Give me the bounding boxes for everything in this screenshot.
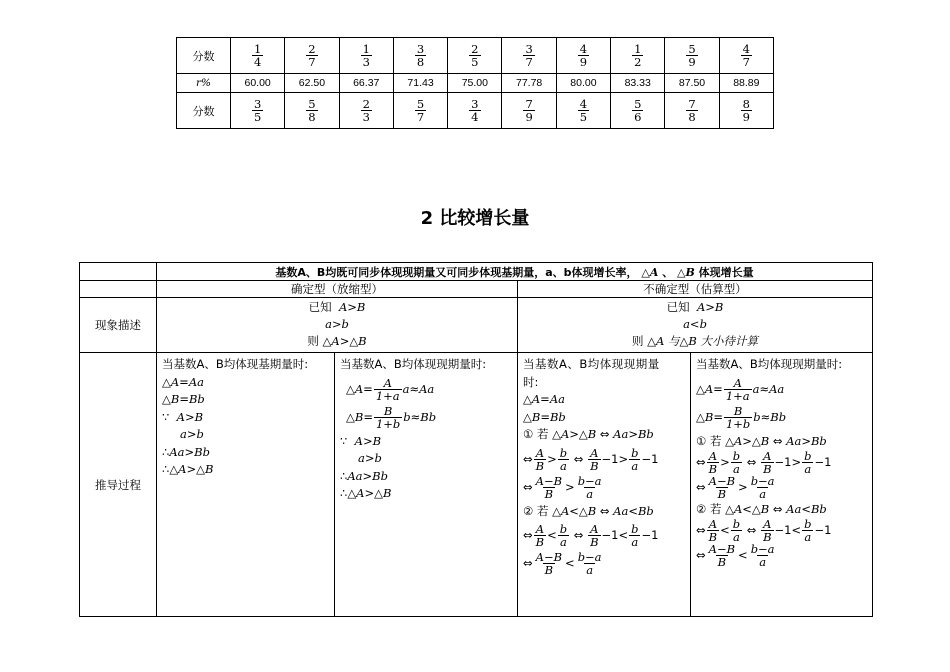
percent-cell: 88.89 [719,74,773,93]
formula-line: ⇔ $\frac{A}{B}$ < $\frac{b}{a}$ ⇔ $\frac{A}{B}$ −1< $\frac{b}{a}$ −1 [523,522,659,550]
fraction: $\frac{3}{5}$ [253,96,262,124]
known-line: a>b [325,317,349,331]
derivation-undetermined-base [518,353,691,617]
percent-cell: 80.00 [556,74,610,93]
phenomenon-label: 现象描述 [80,298,157,353]
formula-line: ∴Aa>Bb [162,444,210,459]
fraction: $\frac{3}{4}$ [471,96,479,124]
formula-line: △A=Aa [162,374,204,389]
derivation-determined-current [335,353,518,617]
row-label: r% [177,74,231,93]
fraction: $\frac{8}{9}$ [742,96,750,124]
formula-line: ⇔ $\frac{A-B}{B}$ < $\frac{b-a}{a}$ [696,542,775,570]
known-line: 已知 A>B [308,300,366,314]
empty-corner [80,263,157,281]
percent-cell: 77.78 [502,74,556,93]
formula-line: ∴Aa>Bb [340,468,388,483]
percent-cell: 83.33 [611,74,665,93]
fraction-cell [665,93,719,129]
derivation-determined-base [157,353,335,617]
intro-text: 时: [523,374,539,389]
table-row [80,353,873,617]
fraction: $\frac{5}{6}$ [634,96,642,124]
determined-known-conditions [157,298,518,353]
formula-line: ∵ A>B [340,433,382,448]
fraction: $\frac{4}{9}$ [579,41,588,69]
fraction: $\frac{2}{5}$ [471,41,479,69]
fraction: $\frac{7}{9}$ [525,96,533,124]
fraction-cell [448,93,502,129]
fraction-cell [231,93,285,129]
header-text: 基数A、B均既可同步体现现期量又可同步体现基期量，a、b体现增长率， △A 、 △B 体现增长量 [275,265,754,279]
table-row [177,93,774,129]
fraction-cell [393,93,447,129]
fraction-cell [339,38,393,74]
intro-text: 当基数A、B均体现现期量 [523,357,660,371]
fraction: $\frac{1}{2}$ [634,41,642,69]
formula-line: ⇔ $\frac{A}{B}$ > $\frac{b}{a}$ ⇔ $\frac{A}{B}$ −1> $\frac{b}{a}$ −1 [523,445,659,473]
fraction: $\frac{2}{3}$ [362,96,370,124]
derivation-undetermined-current [691,353,873,617]
percent-cell: 87.50 [665,74,719,93]
row-label: 分数 [177,38,231,74]
fraction-cell [556,38,610,74]
percent-cell: 75.00 [448,74,502,93]
fraction: $\frac{2}{7}$ [308,41,316,69]
formula-line: ② 若 △A<△B ⇔ Aa<Bb [696,501,827,516]
row-label: 分数 [177,93,231,129]
fraction: $\frac{7}{8}$ [688,96,696,124]
formula-line: △B= $\frac{B}{1+b}$ b≈Bb [696,403,787,431]
intro-text: 当基数A、B均体现现期量时: [340,357,487,371]
fraction-cell [665,38,719,74]
formula-line: ② 若 △A<△B ⇔ Aa<Bb [523,503,654,518]
formula-line: ∴△A>△B [162,462,214,476]
formula-line: ⇔ $\frac{A-B}{B}$ > $\frac{b-a}{a}$ [696,474,775,502]
derivation-label: 推导过程 [80,353,157,617]
fraction-percent-table [176,37,774,129]
fraction-cell [502,38,556,74]
formula-line: ∵ A>B [162,409,204,424]
intro-text: 当基数A、B均体现现期量时: [696,357,843,371]
formula-line: ∴△A>△B [340,486,392,501]
formula-line: ① 若 △A>△B ⇔ Aa>Bb [523,427,654,441]
fraction: $\frac{4}{5}$ [579,96,588,124]
formula-line: ⇔ $\frac{A}{B}$ > $\frac{b}{a}$ ⇔ $\frac{A}{B}$ −1> $\frac{b}{a}$ −1 [696,449,832,477]
table-row [80,281,873,298]
table-header [157,263,873,281]
empty-cell [80,281,157,298]
known-line: a<b [683,317,707,331]
section-title: 2 比较增长量 [420,208,530,229]
fraction: $\frac{3}{8}$ [416,41,425,69]
fraction: $\frac{1}{4}$ [253,41,262,69]
fraction-cell [611,93,665,129]
formula-line: ① 若 △A>△B ⇔ Aa>Bb [696,433,827,448]
undetermined-type-header: 不确定型（估算型） [518,281,873,298]
percent-cell: 66.37 [339,74,393,93]
fraction: $\frac{4}{7}$ [742,41,750,69]
fraction-cell [339,93,393,129]
fraction-cell [502,93,556,129]
fraction-cell [393,38,447,74]
percent-cell: 71.43 [393,74,447,93]
fraction: $\frac{5}{7}$ [416,96,425,124]
known-line: 则 △A 与△B 大小待计算 [632,334,758,348]
formula-line: △B= $\frac{B}{1+b}$ b≈Bb [346,403,437,431]
formula-line: △A=Aa [523,392,565,406]
fraction-cell [719,38,773,74]
formula-line: △B=Bb [162,392,205,406]
fraction-cell [285,93,339,129]
table-row [177,38,774,74]
formula-line: ⇔ $\frac{A-B}{B}$ < $\frac{b-a}{a}$ [523,550,602,578]
table-row [80,298,873,353]
percent-cell: 60.00 [231,74,285,93]
fraction-cell [285,38,339,74]
growth-comparison-table [79,262,873,617]
table-row [80,263,873,281]
fraction-cell [231,38,285,74]
formula-line: ⇔ $\frac{A-B}{B}$ > $\frac{b-a}{a}$ [523,473,602,501]
fraction: $\frac{1}{3}$ [362,41,370,69]
undetermined-known-conditions [518,298,873,353]
percent-cell: 62.50 [285,74,339,93]
fraction: $\frac{3}{7}$ [525,41,533,69]
formula-line: △A= $\frac{A}{1+a}$ a≈Aa [696,375,785,403]
fraction-cell [611,38,665,74]
formula-line: a>b [358,451,382,466]
known-line: 已知 A>B [666,300,724,314]
fraction: $\frac{5}{8}$ [308,96,316,124]
fraction-cell [448,38,502,74]
formula-line: ⇔ $\frac{A}{B}$ < $\frac{b}{a}$ ⇔ $\frac{A}{B}$ −1< $\frac{b}{a}$ −1 [696,517,832,545]
determined-type-header: 确定型（放缩型） [157,281,518,298]
formula-line: a>b [180,427,204,441]
fraction-cell [719,93,773,129]
fraction-cell [556,93,610,129]
intro-text: 当基数A、B均体现基期量时: [162,357,309,371]
known-line: 则 △A>△B [307,334,367,348]
formula-line: △B=Bb [523,409,566,424]
formula-line: △A= $\frac{A}{1+a}$ a≈Aa [346,375,435,403]
table-row [177,74,774,93]
fraction: $\frac{5}{9}$ [688,41,696,69]
